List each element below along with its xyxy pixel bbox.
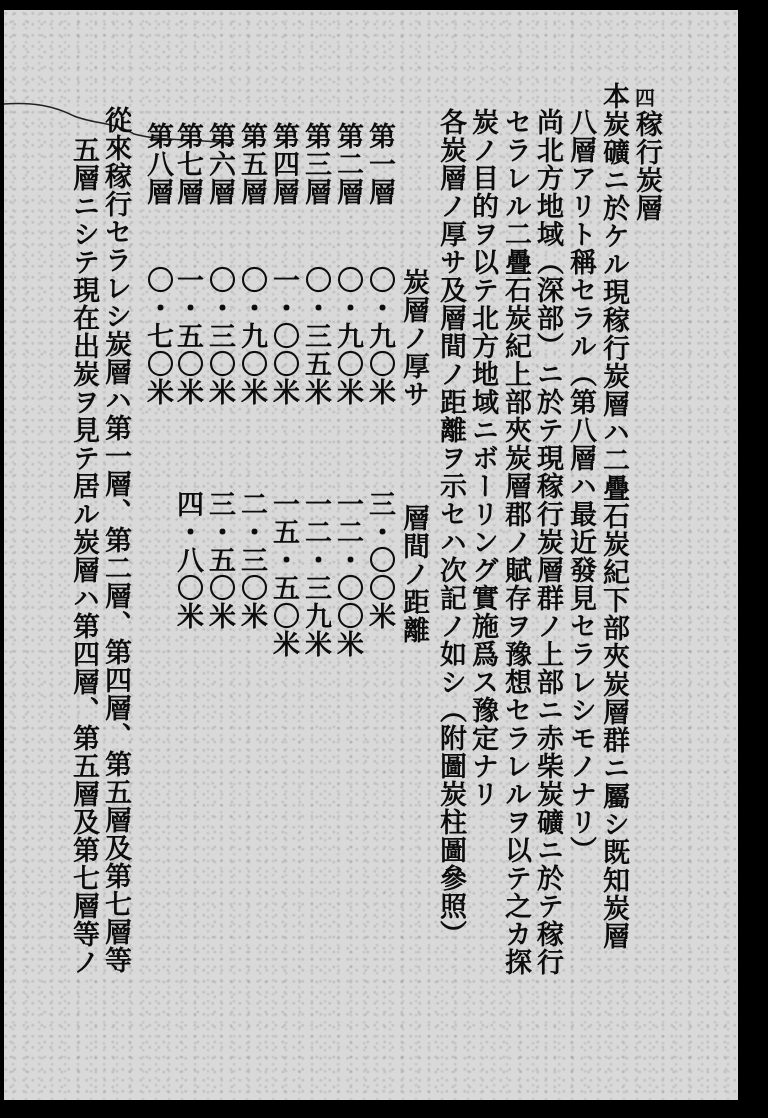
layer-thickness: 一・五〇米 <box>172 266 203 406</box>
layer-distance: 一二・〇〇米 <box>332 490 363 658</box>
intro-line-6: 各炭層ノ厚サ及層間ノ距離ヲ示セハ次記ノ如シ（附圖炭柱圖參照） <box>435 108 466 948</box>
intro-line-3: 尚北方地域（深部）ニ於テ現稼行炭層群ノ上部ニ赤柴炭礦ニ於テ稼行 <box>532 108 563 976</box>
layer-name: 第八層 <box>142 122 173 206</box>
layer-thickness: 〇・九〇米 <box>236 266 267 406</box>
layer-name: 第四層 <box>268 122 299 206</box>
layer-name: 第一層 <box>364 122 395 206</box>
layer-name: 第六層 <box>204 122 235 206</box>
layer-thickness: 一・〇〇米 <box>268 266 299 406</box>
layer-name: 第二層 <box>332 122 363 206</box>
layer-thickness: 〇・七〇米 <box>142 266 173 406</box>
intro-line-4: セラレル二疊石炭紀上部夾炭層郡ノ賦存ヲ豫想セラレルヲ以テ之カ探 <box>500 108 531 976</box>
layer-thickness: 〇・三〇米 <box>204 266 235 406</box>
layer-distance: 三・五〇米 <box>204 490 235 630</box>
layer-thickness: 〇・九〇米 <box>364 266 395 406</box>
layer-name: 第五層 <box>236 122 267 206</box>
intro-line-2: 八層アリト稱セラル（第八層ハ最近發見セラレシモノナリ） <box>565 108 596 864</box>
layer-thickness: 〇・九〇米 <box>332 266 363 406</box>
layer-distance: 三・〇〇米 <box>364 490 395 630</box>
layer-thickness: 〇・三五米 <box>300 266 331 406</box>
section-heading: 稼行炭層 <box>631 110 662 222</box>
layer-name: 第三層 <box>300 122 331 206</box>
layer-distance: 一五・五〇米 <box>268 490 299 658</box>
layer-name: 第七層 <box>172 122 203 206</box>
closing-line-1: 從來稼行セラレシ炭層ハ第一層、第二層、第四層、第五層及第七層等 <box>100 106 131 974</box>
table-header-thickness: 炭層ノ厚サ <box>398 268 429 408</box>
intro-line-1: 本炭礦ニ於ケル現稼行炭層ハ二疊石炭紀下部夾炭層群ニ屬シ既知炭層 <box>598 82 629 950</box>
layer-distance: 二・三〇米 <box>236 490 267 630</box>
intro-line-5: 炭ノ目的ヲ以テ北方地域ニボーリング實施爲ス豫定ナリ <box>467 108 498 808</box>
closing-line-2: 五層ニシテ現在出炭ヲ見テ居ル炭層ハ第四層、第五層及第七層等ノ <box>68 136 99 976</box>
page-number: 四 <box>635 86 655 110</box>
document-page <box>4 10 738 1100</box>
layer-distance: 一二・三九米 <box>300 490 331 658</box>
layer-distance: 四・八〇米 <box>172 490 203 630</box>
table-header-distance: 層間ノ距離 <box>398 504 429 644</box>
